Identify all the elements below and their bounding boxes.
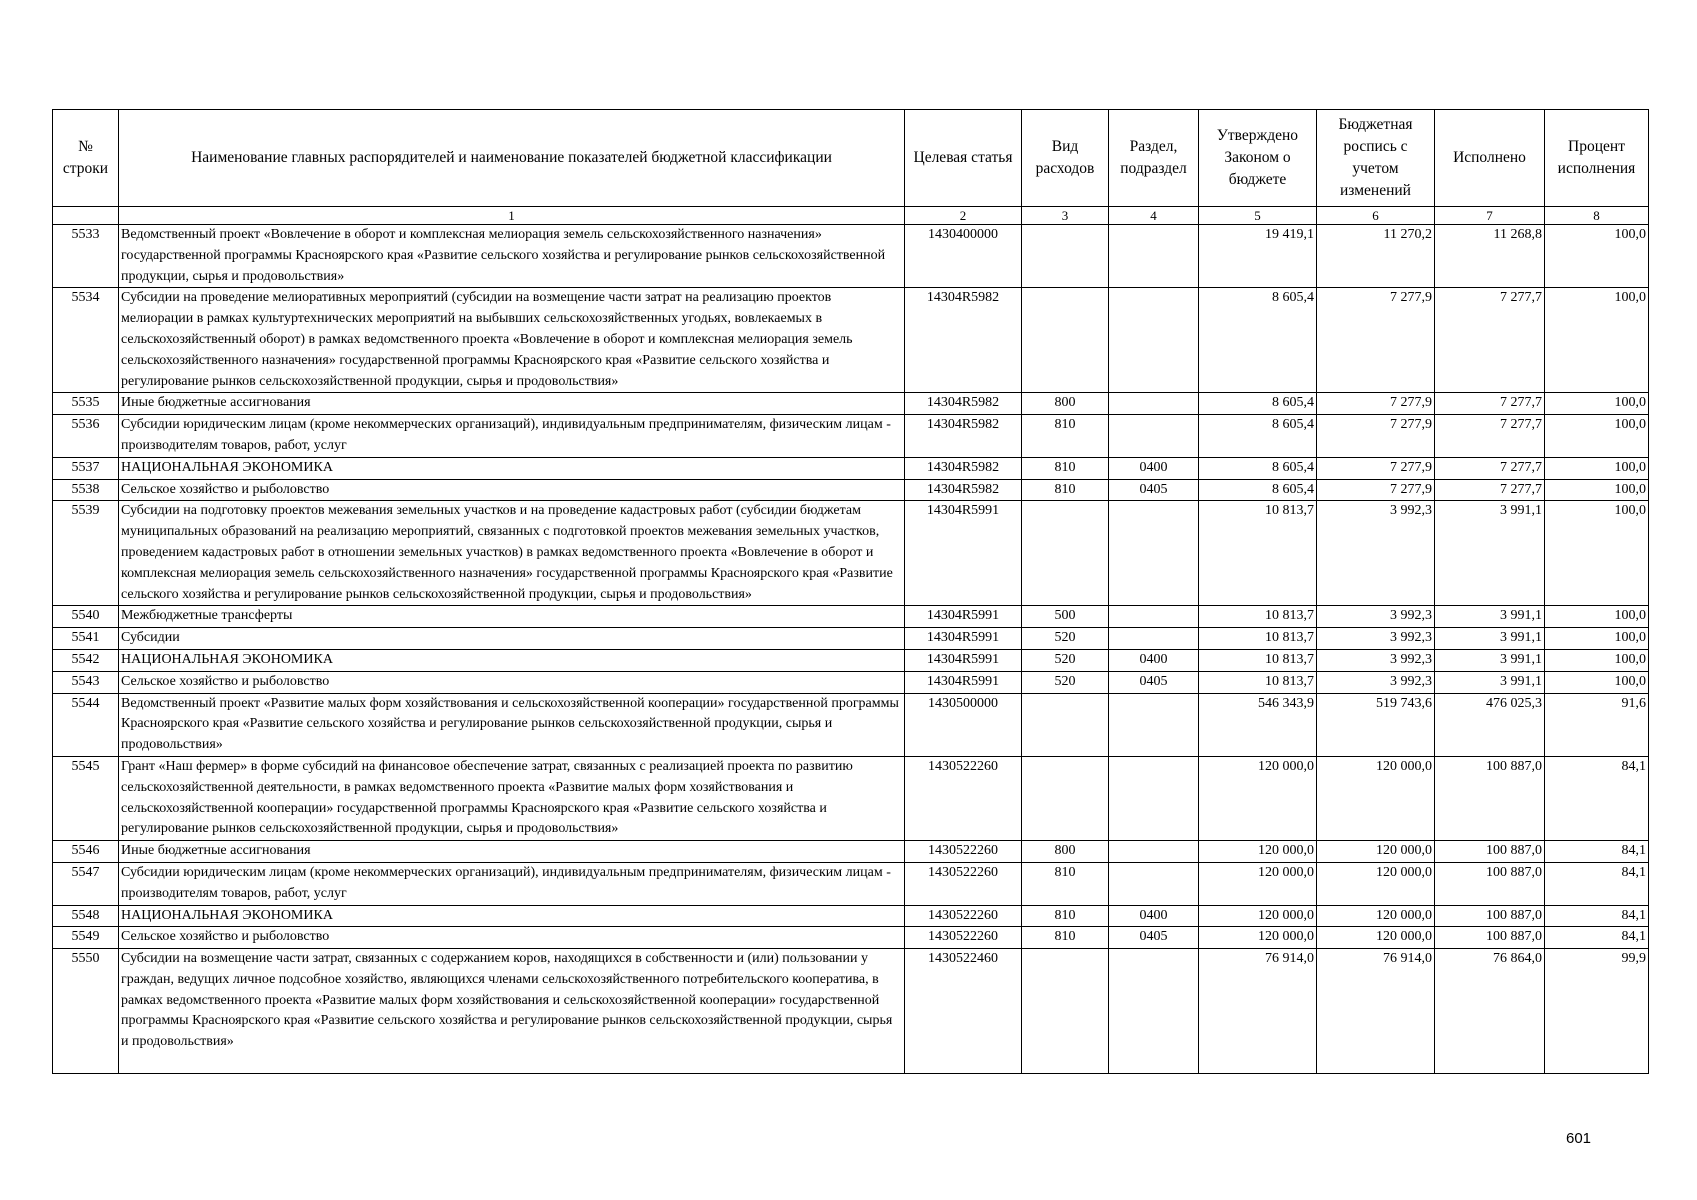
row-section: 0400: [1109, 905, 1199, 927]
row-budget-schedule: 7 277,9: [1317, 457, 1435, 479]
row-approved: 10 813,7: [1199, 501, 1317, 606]
row-number: 5544: [53, 693, 119, 756]
row-section: [1109, 225, 1199, 288]
row-executed: 100 887,0: [1435, 905, 1545, 927]
row-approved: 10 813,7: [1199, 606, 1317, 628]
table-row: [53, 862, 1649, 905]
row-percent: 100,0: [1545, 479, 1649, 501]
row-target-article: 1430522260: [905, 927, 1022, 949]
row-section: [1109, 693, 1199, 756]
row-percent: 100,0: [1545, 501, 1649, 606]
row-expense-type: 810: [1022, 457, 1109, 479]
row-approved: 120 000,0: [1199, 905, 1317, 927]
row-approved: 120 000,0: [1199, 927, 1317, 949]
row-section: 0400: [1109, 649, 1199, 671]
table-row: [53, 393, 1649, 415]
table-row: [53, 671, 1649, 693]
row-percent: 91,6: [1545, 693, 1649, 756]
column-number: 8: [1545, 207, 1649, 225]
row-budget-schedule: 120 000,0: [1317, 905, 1435, 927]
row-expense-type: 810: [1022, 862, 1109, 905]
row-number: 5543: [53, 671, 119, 693]
row-executed: 3 991,1: [1435, 628, 1545, 650]
row-number: 5534: [53, 288, 119, 393]
row-section: 0405: [1109, 479, 1199, 501]
row-percent: 100,0: [1545, 415, 1649, 458]
row-section: [1109, 756, 1199, 840]
row-approved: 546 343,9: [1199, 693, 1317, 756]
table-header-row: [53, 110, 1649, 207]
row-target-article: 14304R5991: [905, 671, 1022, 693]
row-budget-schedule: 7 277,9: [1317, 415, 1435, 458]
row-name: Межбюджетные трансферты: [119, 606, 905, 628]
row-name: Ведомственный проект «Развитие малых форм хозяйствования и сельскохозяйственной кооперации» государственной программы Красноярского края «Развитие сельского хозяйства и регулирование рынков сельскохозяйственной продукции, сырья и продовольствия»: [119, 693, 905, 756]
row-percent: 100,0: [1545, 649, 1649, 671]
row-expense-type: [1022, 501, 1109, 606]
row-target-article: 1430522260: [905, 905, 1022, 927]
row-approved: 76 914,0: [1199, 949, 1317, 1074]
row-approved: 10 813,7: [1199, 628, 1317, 650]
table-row: [53, 457, 1649, 479]
row-name: НАЦИОНАЛЬНАЯ ЭКОНОМИКА: [119, 649, 905, 671]
table-row: [53, 693, 1649, 756]
row-approved: 10 813,7: [1199, 649, 1317, 671]
row-section: 0405: [1109, 927, 1199, 949]
row-budget-schedule: 120 000,0: [1317, 841, 1435, 863]
row-name: НАЦИОНАЛЬНАЯ ЭКОНОМИКА: [119, 905, 905, 927]
row-executed: 76 864,0: [1435, 949, 1545, 1074]
row-section: [1109, 862, 1199, 905]
row-number: 5546: [53, 841, 119, 863]
table-row: [53, 501, 1649, 606]
column-number: 4: [1109, 207, 1199, 225]
row-name: Субсидии юридическим лицам (кроме некоммерческих организаций), индивидуальным предпринимателям, физическим лицам - производителям товаров, работ, услуг: [119, 415, 905, 458]
row-approved: 8 605,4: [1199, 393, 1317, 415]
row-approved: 10 813,7: [1199, 671, 1317, 693]
row-expense-type: 520: [1022, 628, 1109, 650]
row-budget-schedule: 7 277,9: [1317, 288, 1435, 393]
row-percent: 84,1: [1545, 905, 1649, 927]
row-expense-type: [1022, 288, 1109, 393]
row-expense-type: 800: [1022, 393, 1109, 415]
row-executed: 7 277,7: [1435, 457, 1545, 479]
row-executed: 100 887,0: [1435, 927, 1545, 949]
row-expense-type: 810: [1022, 905, 1109, 927]
table-row: [53, 479, 1649, 501]
row-name: Иные бюджетные ассигнования: [119, 841, 905, 863]
row-budget-schedule: 519 743,6: [1317, 693, 1435, 756]
row-expense-type: 810: [1022, 415, 1109, 458]
row-percent: 100,0: [1545, 225, 1649, 288]
row-percent: 84,1: [1545, 862, 1649, 905]
row-number: 5545: [53, 756, 119, 840]
budget-table-sheet: [52, 109, 1648, 1074]
row-number: 5533: [53, 225, 119, 288]
row-name: Иные бюджетные ассигнования: [119, 393, 905, 415]
header-executed: Исполнено: [1435, 110, 1545, 207]
row-expense-type: 520: [1022, 671, 1109, 693]
row-budget-schedule: 3 992,3: [1317, 501, 1435, 606]
row-executed: 3 991,1: [1435, 649, 1545, 671]
header-approved: Утверждено Законом о бюджете: [1199, 110, 1317, 207]
table-row: [53, 415, 1649, 458]
table-row: [53, 288, 1649, 393]
row-percent: 99,9: [1545, 949, 1649, 1074]
column-number-blank: [53, 207, 119, 225]
row-target-article: 1430522260: [905, 862, 1022, 905]
row-executed: 100 887,0: [1435, 841, 1545, 863]
row-approved: 8 605,4: [1199, 457, 1317, 479]
row-name: Субсидии: [119, 628, 905, 650]
row-section: [1109, 606, 1199, 628]
header-budget-schedule: Бюджетная роспись с учетом изменений: [1317, 110, 1435, 207]
header-expense-type: Вид расходов: [1022, 110, 1109, 207]
row-expense-type: 810: [1022, 479, 1109, 501]
row-number: 5536: [53, 415, 119, 458]
row-target-article: 1430522260: [905, 756, 1022, 840]
row-budget-schedule: 120 000,0: [1317, 862, 1435, 905]
row-percent: 100,0: [1545, 628, 1649, 650]
row-budget-schedule: 3 992,3: [1317, 606, 1435, 628]
row-name: Субсидии на подготовку проектов межевания земельных участков и на проведение кадастровых работ (субсидии бюджетам муниципальных образований на реализацию мероприятий, связанных с подготовкой проектов межевания земельных участков, проведением кадастровых работ в отношении земельных участков) в рамках ведомственного проекта «Вовлечение в оборот и комплексная мелиорация земель сельскохозяйственного назначения» государственной программы Красноярского края «Развитие сельского хозяйства и регулирование рынков сельскохозяйственной продукции, сырья и продовольствия»: [119, 501, 905, 606]
row-target-article: 1430522460: [905, 949, 1022, 1074]
row-approved: 120 000,0: [1199, 862, 1317, 905]
row-target-article: 1430522260: [905, 841, 1022, 863]
row-number: 5540: [53, 606, 119, 628]
budget-table: [52, 109, 1649, 1074]
row-target-article: 14304R5991: [905, 649, 1022, 671]
table-row: [53, 628, 1649, 650]
row-target-article: 14304R5982: [905, 479, 1022, 501]
row-target-article: 14304R5991: [905, 501, 1022, 606]
row-section: [1109, 501, 1199, 606]
row-budget-schedule: 3 992,3: [1317, 649, 1435, 671]
row-target-article: 14304R5982: [905, 393, 1022, 415]
row-name: Субсидии на возмещение части затрат, связанных с содержанием коров, находящихся в собственности и (или) пользовании у граждан, ведущих личное подсобное хозяйство, являющихся членами сельскохозяйственного потребительского кооператива, в рамках ведомственного проекта «Развитие малых форм хозяйствования и сельскохозяйственной кооперации» государственной программы Красноярского края «Развитие сельского хозяйства и регулирование рынков сельскохозяйственной продукции, сырья и продовольствия»: [119, 949, 905, 1074]
row-target-article: 14304R5982: [905, 457, 1022, 479]
row-number: 5539: [53, 501, 119, 606]
row-percent: 84,1: [1545, 756, 1649, 840]
row-section: [1109, 415, 1199, 458]
row-percent: 84,1: [1545, 927, 1649, 949]
row-number: 5550: [53, 949, 119, 1074]
row-section: 0400: [1109, 457, 1199, 479]
row-number: 5538: [53, 479, 119, 501]
row-name: Грант «Наш фермер» в форме субсидий на финансовое обеспечение затрат, связанных с реализацией проекта по развитию сельскохозяйственной деятельности, в рамках ведомственного проекта «Развитие малых форм хозяйствования и сельскохозяйственной кооперации» государственной программы Красноярского края «Развитие сельского хозяйства и регулирование рынков сельскохозяйственной продукции, сырья и продовольствия»: [119, 756, 905, 840]
row-name: Сельское хозяйство и рыболовство: [119, 671, 905, 693]
row-approved: 8 605,4: [1199, 479, 1317, 501]
column-number: 7: [1435, 207, 1545, 225]
row-target-article: 14304R5982: [905, 415, 1022, 458]
row-expense-type: [1022, 949, 1109, 1074]
table-row: [53, 905, 1649, 927]
row-executed: 7 277,7: [1435, 415, 1545, 458]
table-row: [53, 927, 1649, 949]
row-budget-schedule: 3 992,3: [1317, 628, 1435, 650]
row-target-article: 14304R5982: [905, 288, 1022, 393]
row-expense-type: [1022, 756, 1109, 840]
row-budget-schedule: 120 000,0: [1317, 927, 1435, 949]
row-approved: 8 605,4: [1199, 415, 1317, 458]
row-executed: 100 887,0: [1435, 862, 1545, 905]
row-section: 0405: [1109, 671, 1199, 693]
page-number: 601: [1566, 1130, 1592, 1147]
column-number: 2: [905, 207, 1022, 225]
row-expense-type: 800: [1022, 841, 1109, 863]
row-name: Субсидии на проведение мелиоративных мероприятий (субсидии на возмещение части затрат на реализацию проектов мелиорации в рамках культуртехнических мероприятий на выбывших сельскохозяйственных угодьях, вовлекаемых в сельскохозяйственный оборот) в рамках ведомственного проекта «Вовлечение в оборот и комплексная мелиорация земель сельскохозяйственного назначения» государственной программы Красноярского края «Развитие сельского хозяйства и регулирование рынков сельскохозяйственной продукции, сырья и продовольствия»: [119, 288, 905, 393]
row-percent: 100,0: [1545, 288, 1649, 393]
row-section: [1109, 949, 1199, 1074]
row-name: НАЦИОНАЛЬНАЯ ЭКОНОМИКА: [119, 457, 905, 479]
row-name: Сельское хозяйство и рыболовство: [119, 479, 905, 501]
row-target-article: 14304R5991: [905, 606, 1022, 628]
row-expense-type: [1022, 693, 1109, 756]
row-name: Субсидии юридическим лицам (кроме некоммерческих организаций), индивидуальным предпринимателям, физическим лицам - производителям товаров, работ, услуг: [119, 862, 905, 905]
row-executed: 7 277,7: [1435, 288, 1545, 393]
row-budget-schedule: 7 277,9: [1317, 393, 1435, 415]
row-approved: 19 419,1: [1199, 225, 1317, 288]
row-number: 5547: [53, 862, 119, 905]
row-target-article: 1430500000: [905, 693, 1022, 756]
row-number: 5541: [53, 628, 119, 650]
header-section: Раздел, подраздел: [1109, 110, 1199, 207]
row-budget-schedule: 3 992,3: [1317, 671, 1435, 693]
column-number: 1: [119, 207, 905, 225]
row-number: 5542: [53, 649, 119, 671]
row-approved: 8 605,4: [1199, 288, 1317, 393]
row-budget-schedule: 7 277,9: [1317, 479, 1435, 501]
row-executed: 3 991,1: [1435, 606, 1545, 628]
row-number: 5549: [53, 927, 119, 949]
row-approved: 120 000,0: [1199, 756, 1317, 840]
table-row: [53, 949, 1649, 1074]
header-target-article: Целевая статья: [905, 110, 1022, 207]
row-executed: 476 025,3: [1435, 693, 1545, 756]
header-name: Наименование главных распорядителей и наименование показателей бюджетной классификации: [119, 110, 905, 207]
row-section: [1109, 841, 1199, 863]
row-percent: 100,0: [1545, 457, 1649, 479]
row-section: [1109, 288, 1199, 393]
column-number: 3: [1022, 207, 1109, 225]
row-expense-type: 500: [1022, 606, 1109, 628]
column-number-row: [53, 207, 1649, 225]
column-number: 5: [1199, 207, 1317, 225]
row-percent: 100,0: [1545, 606, 1649, 628]
row-budget-schedule: 120 000,0: [1317, 756, 1435, 840]
row-expense-type: 810: [1022, 927, 1109, 949]
row-percent: 84,1: [1545, 841, 1649, 863]
row-approved: 120 000,0: [1199, 841, 1317, 863]
column-number: 6: [1317, 207, 1435, 225]
row-percent: 100,0: [1545, 671, 1649, 693]
row-budget-schedule: 11 270,2: [1317, 225, 1435, 288]
table-row: [53, 606, 1649, 628]
row-budget-schedule: 76 914,0: [1317, 949, 1435, 1074]
row-number: 5535: [53, 393, 119, 415]
row-number: 5548: [53, 905, 119, 927]
row-executed: 3 991,1: [1435, 501, 1545, 606]
row-expense-type: 520: [1022, 649, 1109, 671]
table-row: [53, 225, 1649, 288]
row-executed: 7 277,7: [1435, 393, 1545, 415]
header-row-number: № строки: [53, 110, 119, 207]
row-executed: 11 268,8: [1435, 225, 1545, 288]
row-target-article: 14304R5991: [905, 628, 1022, 650]
row-name: Сельское хозяйство и рыболовство: [119, 927, 905, 949]
row-executed: 100 887,0: [1435, 756, 1545, 840]
row-section: [1109, 628, 1199, 650]
row-number: 5537: [53, 457, 119, 479]
row-expense-type: [1022, 225, 1109, 288]
row-name: Ведомственный проект «Вовлечение в оборот и комплексная мелиорация земель сельскохозяйственного назначения» государственной программы Красноярского края «Развитие сельского хозяйства и регулирование рынков сельскохозяйственной продукции, сырья и продовольствия»: [119, 225, 905, 288]
table-row: [53, 649, 1649, 671]
row-percent: 100,0: [1545, 393, 1649, 415]
row-executed: 3 991,1: [1435, 671, 1545, 693]
row-section: [1109, 393, 1199, 415]
table-row: [53, 756, 1649, 840]
header-percent: Процент исполнения: [1545, 110, 1649, 207]
row-executed: 7 277,7: [1435, 479, 1545, 501]
row-target-article: 1430400000: [905, 225, 1022, 288]
table-row: [53, 841, 1649, 863]
